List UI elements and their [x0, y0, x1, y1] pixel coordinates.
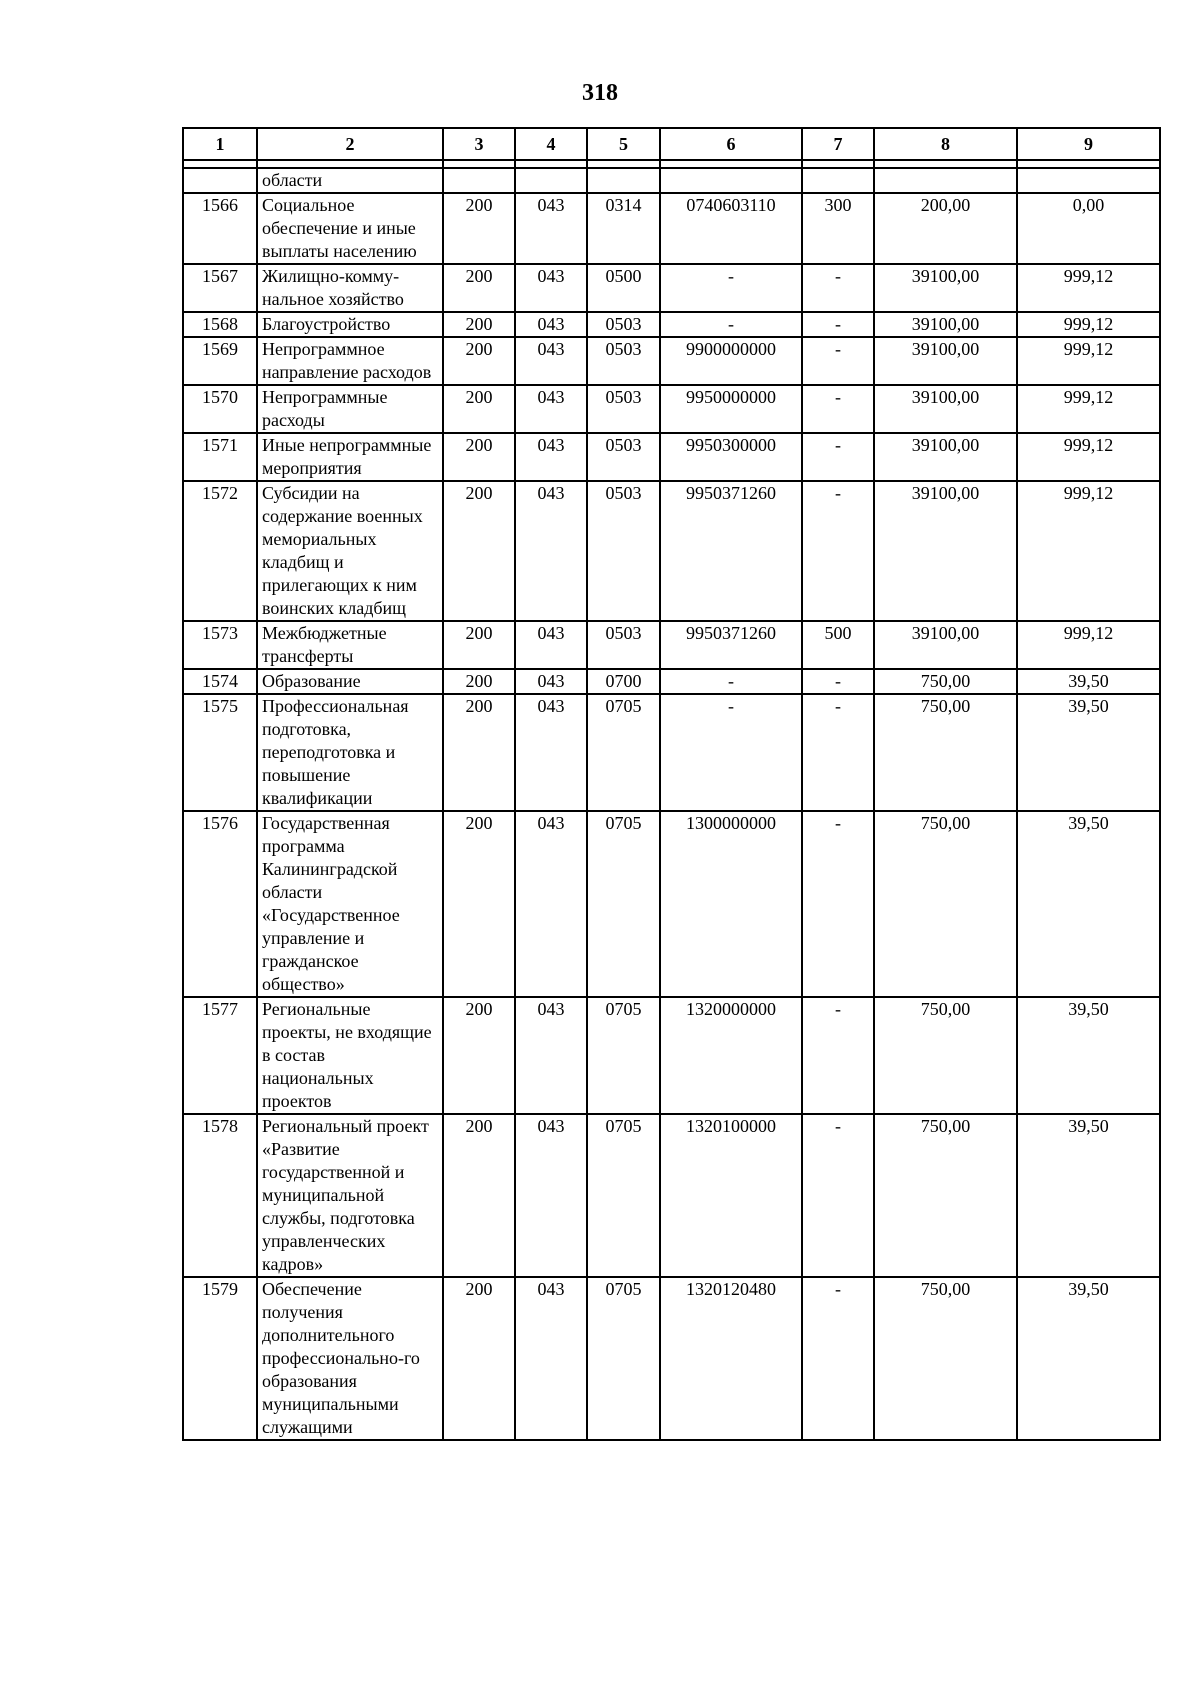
table-row [183, 193, 1160, 264]
table-cell: - [660, 694, 802, 811]
table-cell: 1575 [183, 694, 257, 811]
table-cell: 1570 [183, 385, 257, 433]
table-cell: 043 [515, 433, 587, 481]
table-cell: 300 [802, 193, 874, 264]
table-cell: 39,50 [1017, 1277, 1160, 1440]
budget-table [182, 127, 1161, 1441]
table-cell: 1571 [183, 433, 257, 481]
table-cell [587, 168, 660, 193]
table-cell: - [802, 1114, 874, 1277]
table-cell: 200 [443, 337, 515, 385]
table-cell: - [660, 264, 802, 312]
table-row [183, 385, 1160, 433]
table-cell: 750,00 [874, 669, 1017, 694]
table-cell: 0503 [587, 385, 660, 433]
header-cell: 9 [1017, 128, 1160, 160]
table-cell: Социальное обеспечение и иные выплаты населению [257, 193, 443, 264]
table-cell: Образование [257, 669, 443, 694]
header-cell: 5 [587, 128, 660, 160]
table-cell: 999,12 [1017, 312, 1160, 337]
header-cell: 4 [515, 128, 587, 160]
table-cell: 043 [515, 385, 587, 433]
header-cell: 2 [257, 128, 443, 160]
table-cell: 200 [443, 1114, 515, 1277]
table-cell: - [802, 694, 874, 811]
table-cell: - [802, 997, 874, 1114]
table-cell: 043 [515, 997, 587, 1114]
table-cell: 200 [443, 264, 515, 312]
table-cell: 750,00 [874, 811, 1017, 997]
table-cell: 750,00 [874, 1277, 1017, 1440]
table-cell [802, 168, 874, 193]
table-cell: 0740603110 [660, 193, 802, 264]
table-cell: 39100,00 [874, 385, 1017, 433]
table-cell: 0705 [587, 1114, 660, 1277]
table-cell: Региональные проекты, не входящие в состав национальных проектов [257, 997, 443, 1114]
table-row [183, 1277, 1160, 1440]
table-cell: Субсидии на содержание военных мемориальных кладбищ и прилегающих к ним воинских кладбищ [257, 481, 443, 621]
table-cell: 200,00 [874, 193, 1017, 264]
table-cell: 043 [515, 811, 587, 997]
table-cell: 043 [515, 264, 587, 312]
table-cell: Профессиональная подготовка, переподготовка и повышение квалификации [257, 694, 443, 811]
table-cell: 043 [515, 621, 587, 669]
table-cell: 043 [515, 337, 587, 385]
table-cell: 750,00 [874, 997, 1017, 1114]
table-cell: 500 [802, 621, 874, 669]
table-cell: 0503 [587, 433, 660, 481]
table-cell: 0705 [587, 997, 660, 1114]
table-cell: Межбюджетные трансферты [257, 621, 443, 669]
table-cell: - [802, 264, 874, 312]
table-cell: 39100,00 [874, 481, 1017, 621]
header-cell: 3 [443, 128, 515, 160]
table-row [183, 312, 1160, 337]
table-cell: 9950371260 [660, 621, 802, 669]
page-number: 318 [582, 80, 618, 106]
table-cell: 9950300000 [660, 433, 802, 481]
table-cell [874, 168, 1017, 193]
header-row [183, 128, 1160, 160]
table-cell: 200 [443, 385, 515, 433]
table-cell: Непрограммные расходы [257, 385, 443, 433]
table-row [183, 481, 1160, 621]
table-cell: 9950000000 [660, 385, 802, 433]
table-cell: 1567 [183, 264, 257, 312]
table-row [183, 433, 1160, 481]
table-cell [1017, 168, 1160, 193]
table-cell: - [802, 312, 874, 337]
table-row [183, 621, 1160, 669]
table-cell: - [660, 312, 802, 337]
table-cell: 200 [443, 1277, 515, 1440]
table-cell: - [802, 811, 874, 997]
table-cell: 999,12 [1017, 385, 1160, 433]
table-cell: 043 [515, 312, 587, 337]
table-row [183, 694, 1160, 811]
table-cell: 1320100000 [660, 1114, 802, 1277]
table-cell: 1573 [183, 621, 257, 669]
table-cell: 043 [515, 481, 587, 621]
table-cell: 1569 [183, 337, 257, 385]
table-cell: 0,00 [1017, 193, 1160, 264]
table-cell: - [802, 337, 874, 385]
header-cell: 8 [874, 128, 1017, 160]
header-spacer-row [183, 160, 1160, 168]
table-cell: 1576 [183, 811, 257, 997]
table-cell: - [802, 669, 874, 694]
table-row [183, 997, 1160, 1114]
table-cell [183, 168, 257, 193]
table-cell: 0705 [587, 694, 660, 811]
table-cell: 39,50 [1017, 669, 1160, 694]
table-cell: 1577 [183, 997, 257, 1114]
table-cell: 0705 [587, 811, 660, 997]
table-cell: 0500 [587, 264, 660, 312]
table-cell: 200 [443, 433, 515, 481]
table-cell: 999,12 [1017, 264, 1160, 312]
table-cell: 0314 [587, 193, 660, 264]
table-cell: Жилищно-комму-нальное хозяйство [257, 264, 443, 312]
table-cell: - [802, 1277, 874, 1440]
table-cell: 999,12 [1017, 433, 1160, 481]
table-cell: 0503 [587, 312, 660, 337]
table-cell [443, 168, 515, 193]
table-cell: 39100,00 [874, 433, 1017, 481]
table-cell: 39100,00 [874, 264, 1017, 312]
table-cell: 39100,00 [874, 337, 1017, 385]
table-cell: 043 [515, 193, 587, 264]
table-cell: 39100,00 [874, 312, 1017, 337]
table-cell: Иные непрограммные мероприятия [257, 433, 443, 481]
table-cell: 1320120480 [660, 1277, 802, 1440]
table-cell: Региональный проект «Развитие государственной и муниципальной службы, подготовка управленческих кадров» [257, 1114, 443, 1277]
table-cell: 0503 [587, 481, 660, 621]
table-body [183, 168, 1160, 1440]
table-row [183, 1114, 1160, 1277]
table-cell: 9900000000 [660, 337, 802, 385]
table-cell: 750,00 [874, 1114, 1017, 1277]
table-cell: 200 [443, 481, 515, 621]
table-cell: - [802, 433, 874, 481]
table-cell: 200 [443, 669, 515, 694]
table-cell: 200 [443, 621, 515, 669]
table-cell: 1572 [183, 481, 257, 621]
table-cell: 9950371260 [660, 481, 802, 621]
table-cell: 200 [443, 694, 515, 811]
table-row [183, 264, 1160, 312]
table-cell: - [802, 481, 874, 621]
table-row [183, 669, 1160, 694]
table-cell: 39100,00 [874, 621, 1017, 669]
table-cell: Благоустройство [257, 312, 443, 337]
table-cell: 1574 [183, 669, 257, 694]
table-cell: области [257, 168, 443, 193]
table-cell: 1300000000 [660, 811, 802, 997]
table-cell: 1568 [183, 312, 257, 337]
table-cell: 0503 [587, 621, 660, 669]
table-cell: 043 [515, 1277, 587, 1440]
table-cell: 0705 [587, 1277, 660, 1440]
table-row [183, 337, 1160, 385]
table-cell: - [660, 669, 802, 694]
table-cell: 39,50 [1017, 997, 1160, 1114]
table-cell: Непрограммное направление расходов [257, 337, 443, 385]
table-cell: 200 [443, 997, 515, 1114]
header-cell: 7 [802, 128, 874, 160]
table-cell: 39,50 [1017, 1114, 1160, 1277]
table-cell: Обеспечение получения дополнительного профессионально-го образования муниципальными служащими [257, 1277, 443, 1440]
table-cell: 0700 [587, 669, 660, 694]
table-cell: 200 [443, 193, 515, 264]
table-cell: 1566 [183, 193, 257, 264]
table-cell: 200 [443, 811, 515, 997]
table-cell: Государственная программа Калининградской области «Государственное управление и гражданское общество» [257, 811, 443, 997]
table-cell: 043 [515, 669, 587, 694]
table-cell: 1578 [183, 1114, 257, 1277]
table-cell: 39,50 [1017, 811, 1160, 997]
table-cell: 39,50 [1017, 694, 1160, 811]
table-cell: 1320000000 [660, 997, 802, 1114]
table-cell [515, 168, 587, 193]
table-row [183, 168, 1160, 193]
table-cell: 999,12 [1017, 337, 1160, 385]
table-cell: 1579 [183, 1277, 257, 1440]
table-cell: 999,12 [1017, 621, 1160, 669]
table-cell: 0503 [587, 337, 660, 385]
table-cell: - [802, 385, 874, 433]
table-cell: 200 [443, 312, 515, 337]
header-cell: 6 [660, 128, 802, 160]
table-cell: 999,12 [1017, 481, 1160, 621]
header-cell: 1 [183, 128, 257, 160]
table-cell: 750,00 [874, 694, 1017, 811]
table-cell [660, 168, 802, 193]
table-cell: 043 [515, 1114, 587, 1277]
table-row [183, 811, 1160, 997]
table-cell: 043 [515, 694, 587, 811]
